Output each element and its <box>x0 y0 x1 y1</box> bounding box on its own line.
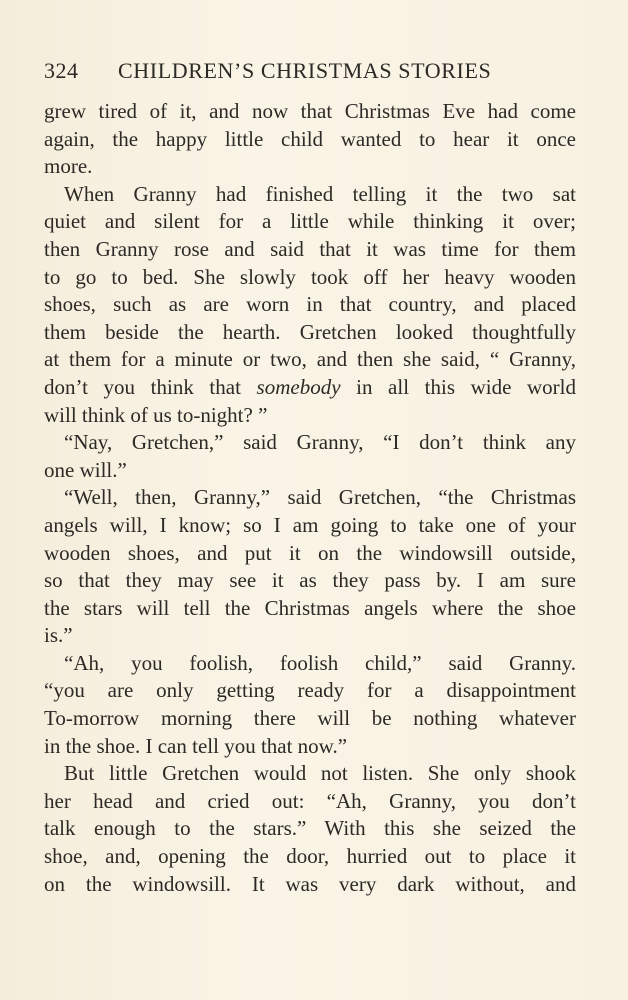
text-line: quiet and silent for a little while thinking it over; <box>44 209 576 234</box>
running-title: CHILDREN’S CHRISTMAS STORIES <box>118 58 492 83</box>
text-line: her head and cried out: “Ah, Granny, you don’t <box>44 788 576 813</box>
text-line: will think of us to-night? ” <box>44 402 268 427</box>
text-line: is.” <box>44 623 73 648</box>
text-segment: in all this wide world <box>340 374 576 399</box>
text-line: so that they may see it as they pass by. I am sure <box>44 568 576 593</box>
page-header <box>44 58 584 88</box>
text-line: When Granny had finished telling it the two sat <box>64 181 576 206</box>
text-line: on the windowsill. It was very dark without, and <box>44 871 576 896</box>
text-line: again, the happy little child wanted to hear it once <box>44 126 576 151</box>
text-line: to go to bed. She slowly took off her heavy wooden <box>44 264 576 289</box>
text-line: “Well, then, Granny,” said Gretchen, “the Christmas <box>64 485 576 510</box>
text-segment: don’t you think that <box>44 374 257 399</box>
text-line: angels will, I know; so I am going to take one of your <box>44 512 576 537</box>
text-line: “Ah, you foolish, foolish child,” said Granny. <box>64 650 576 675</box>
text-line: them beside the hearth. Gretchen looked thoughtfully <box>44 319 576 344</box>
text-line: wooden shoes, and put it on the windowsill outside, <box>44 540 576 565</box>
text-line: shoes, such as are worn in that country, and placed <box>44 292 576 317</box>
text-line: grew tired of it, and now that Christmas Eve had come <box>44 99 576 123</box>
text-line: at them for a minute or two, and then she said, “ Granny, <box>44 347 576 372</box>
italic-word: somebody <box>256 374 341 399</box>
text-line: then Granny rose and said that it was time for them <box>44 236 576 261</box>
text-line: in the shoe. I can tell you that now.” <box>44 733 348 758</box>
text-line: “Nay, Gretchen,” said Granny, “I don’t think any <box>64 430 576 455</box>
text-line: talk enough to the stars.” With this she seized the <box>44 816 576 841</box>
body-text <box>44 98 576 898</box>
text-line: “you are only getting ready for a disappointment <box>44 678 576 703</box>
text-line <box>44 374 576 402</box>
text-line: But little Gretchen would not listen. She only shook <box>64 761 576 786</box>
text-line: To-morrow morning there will be nothing whatever <box>44 706 576 731</box>
text-line: shoe, and, opening the door, hurried out to place it <box>44 844 576 869</box>
text-line: the stars will tell the Christmas angels where the shoe <box>44 595 576 620</box>
text-line: one will.” <box>44 457 127 482</box>
page-number: 324 <box>44 58 79 83</box>
text-line: more. <box>44 154 93 179</box>
